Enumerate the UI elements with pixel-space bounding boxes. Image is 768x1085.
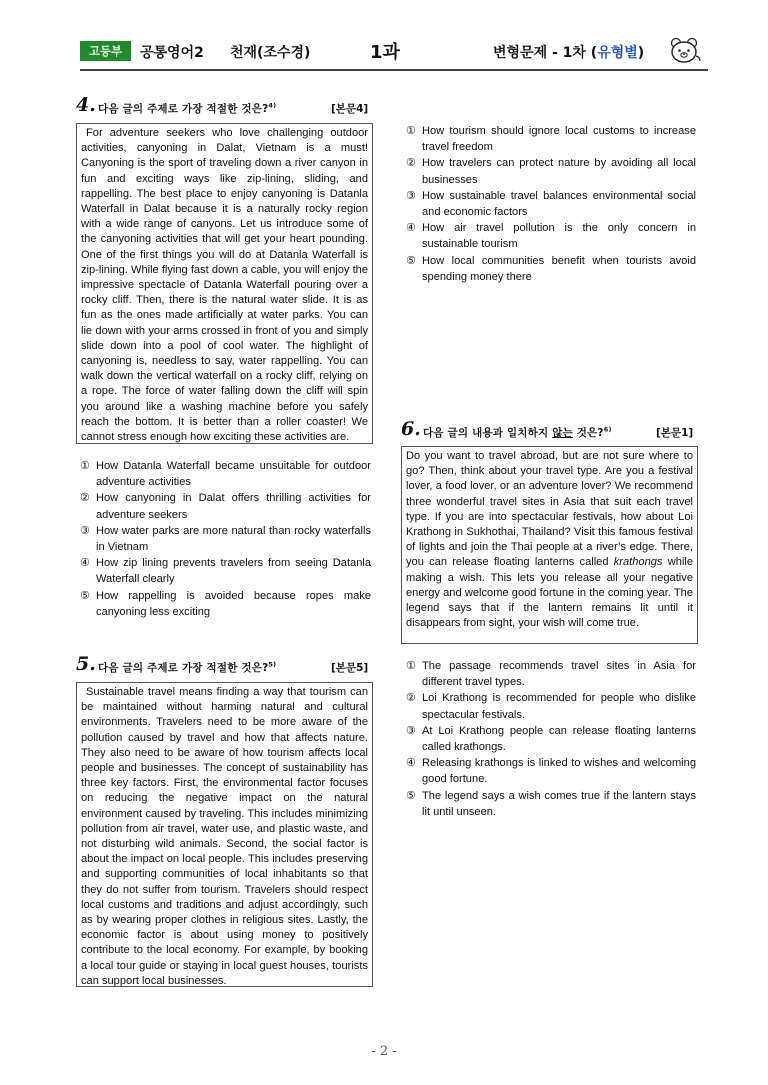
- source-label: [본문1]: [656, 427, 694, 439]
- option-3[interactable]: ③ How water parks are more natural than rocky waterfalls in Vietnam: [80, 524, 371, 554]
- question-prompt: 다음 글의 내용과 일치하지 않는 것은?$^{6)}$: [423, 425, 612, 439]
- question-5-title: [76, 653, 372, 679]
- mascot-bear-icon: [668, 34, 702, 66]
- option-1[interactable]: ① How tourism should ignore local customs to increase travel freedom: [406, 125, 696, 154]
- question-6-options: [404, 658, 696, 820]
- page-number: - 2 -: [371, 1044, 397, 1059]
- page-header: [80, 36, 708, 68]
- question-6-passage: Do you want to travel abroad, but are not sure where to go? Then, think about your travel type. Are you a festival lover, a food lover, or an adventure lover? We recommend three wonderful travel sites in Asia that suit each travel type. If you are into spectacular festivals, how about Loi Krathong in Sukhothai, Thailand? Visit this famous festival of lights and join the Thai people at a river’s edge. There, you can release floating lanterns called krathongs while making a wish. This lets you release all your negative energy and welcome good fortune in the coming year. The legend says that if the lantern remains lit until it disappears from sight, your wish will come true.: [401, 446, 698, 644]
- question-number: 6.: [401, 418, 421, 440]
- question-6-title: [401, 418, 697, 444]
- option-4[interactable]: ④ Releasing krathongs is linked to wishes and welcoming good fortune.: [406, 757, 696, 786]
- exam-type-label: 변형문제 - 1차 (유형별): [493, 45, 645, 61]
- option-4[interactable]: ④ How zip lining prevents travelers from seeing Datanla Waterfall clearly: [80, 557, 371, 586]
- option-5[interactable]: ⑤ The legend says a wish comes true if the lantern stays lit until unseen.: [406, 789, 696, 818]
- level-badge: 고등부: [80, 41, 131, 61]
- source-label: [본문4]: [331, 103, 369, 115]
- subject-title: 공통영어2: [140, 45, 204, 61]
- lesson-number: 1과: [370, 42, 400, 63]
- option-3[interactable]: ③ How sustainable travel balances environmental social and economic factors: [406, 189, 696, 219]
- question-4-options: [78, 458, 371, 620]
- source-label: [본문5]: [331, 662, 369, 674]
- option-3[interactable]: ③ At Loi Krathong people can release floating lanterns called krathongs.: [406, 724, 696, 754]
- publisher-label: 천재(조수경): [230, 45, 311, 61]
- option-5[interactable]: ⑤ How rappelling is avoided because ropes make canyoning less exciting: [80, 589, 371, 618]
- option-1[interactable]: ① How Datanla Waterfall became unsuitable for outdoor adventure activities: [80, 460, 371, 489]
- question-5-options: [404, 123, 696, 285]
- header-divider: [80, 69, 708, 71]
- option-2[interactable]: ② Loi Krathong is recommended for people who dislike spectacular festivals.: [406, 692, 696, 721]
- option-1[interactable]: ① The passage recommends travel sites in Asia for different travel types.: [406, 660, 696, 689]
- question-number: 4.: [76, 94, 96, 116]
- option-2[interactable]: ② How canyoning in Dalat offers thrilling activities for adventure seekers: [80, 492, 371, 521]
- question-number: 5.: [76, 653, 96, 675]
- question-5-passage: Sustainable travel means finding a way that tourism can be maintained without harming natural and cultural environments. Travelers need to be more aware of the pollution caused by travel and how that affects nature. They also need to be aware of how tourism affects local people and businesses. The concept of sustainability has three key factors. First, the environmental factor focuses on reducing the negative impact on the natural environment caused by traveling. This includes minimizing pollution from air travel, water use, and plastic waste, and not disturbing wild animals. Second, the social factor is about the impact on local people. This includes preserving and supporting communities of local inhabitants so that they do not suffer from tourism. Travelers should respect local customs and traditions and adjust accordingly, such as by wearing proper clothes in religious sites. Lastly, the economic factor is about using money to positively contribute to the local economy. For example, by booking a local tour guide or staying in local guest houses, tourists can support local businesses.: [76, 682, 373, 987]
- option-4[interactable]: ④ How air travel pollution is the only concern in sustainable tourism: [406, 222, 696, 251]
- option-2[interactable]: ② How travelers can protect nature by avoiding all local businesses: [406, 157, 696, 186]
- question-prompt: 다음 글의 주제로 가장 적절한 것은?$^{4)}$: [98, 101, 277, 115]
- question-prompt: 다음 글의 주제로 가장 적절한 것은?$^{5)}$: [98, 660, 277, 674]
- option-5[interactable]: ⑤ How local communities benefit when tourists avoid spending money there: [406, 254, 696, 283]
- question-4-passage: For adventure seekers who love challenging outdoor activities, canyoning in Dalat, Vietnam is a must! Canyoning is the sport of traveling down a river canyon in fun and exciting ways like zip-lining, sliding, and rappelling. The best place to enjoy canyoning is Datanla Waterfall in Dalat because it is a naturally rocky region with a wide range of canyons. Let us introduce some of the canyoning activities that will get your heart pounding. One of the first things you will do at Datanla Waterfall is zip-lining. While flying fast down a cable, you will enjoy the impressive spectacle of Datanla Waterfall pouring over a rocky cliff. Then, there is the natural water slide. It is as fun as the ones made artificially at water parks. You can lie down with your arms crossed in front of you and simply slide down into a pool of cool water. The highlight of canyoning is, needless to say, water rappelling. You can walk down the vertical waterfall on a rocky cliff, relying on a rope. The force of water falling down the cliff will spin you around like a washing machine before you safely reach the bottom. It is better than a roller coaster! We cannot stress enough how exciting these activities are.: [76, 123, 373, 444]
- question-4-title: [76, 94, 372, 120]
